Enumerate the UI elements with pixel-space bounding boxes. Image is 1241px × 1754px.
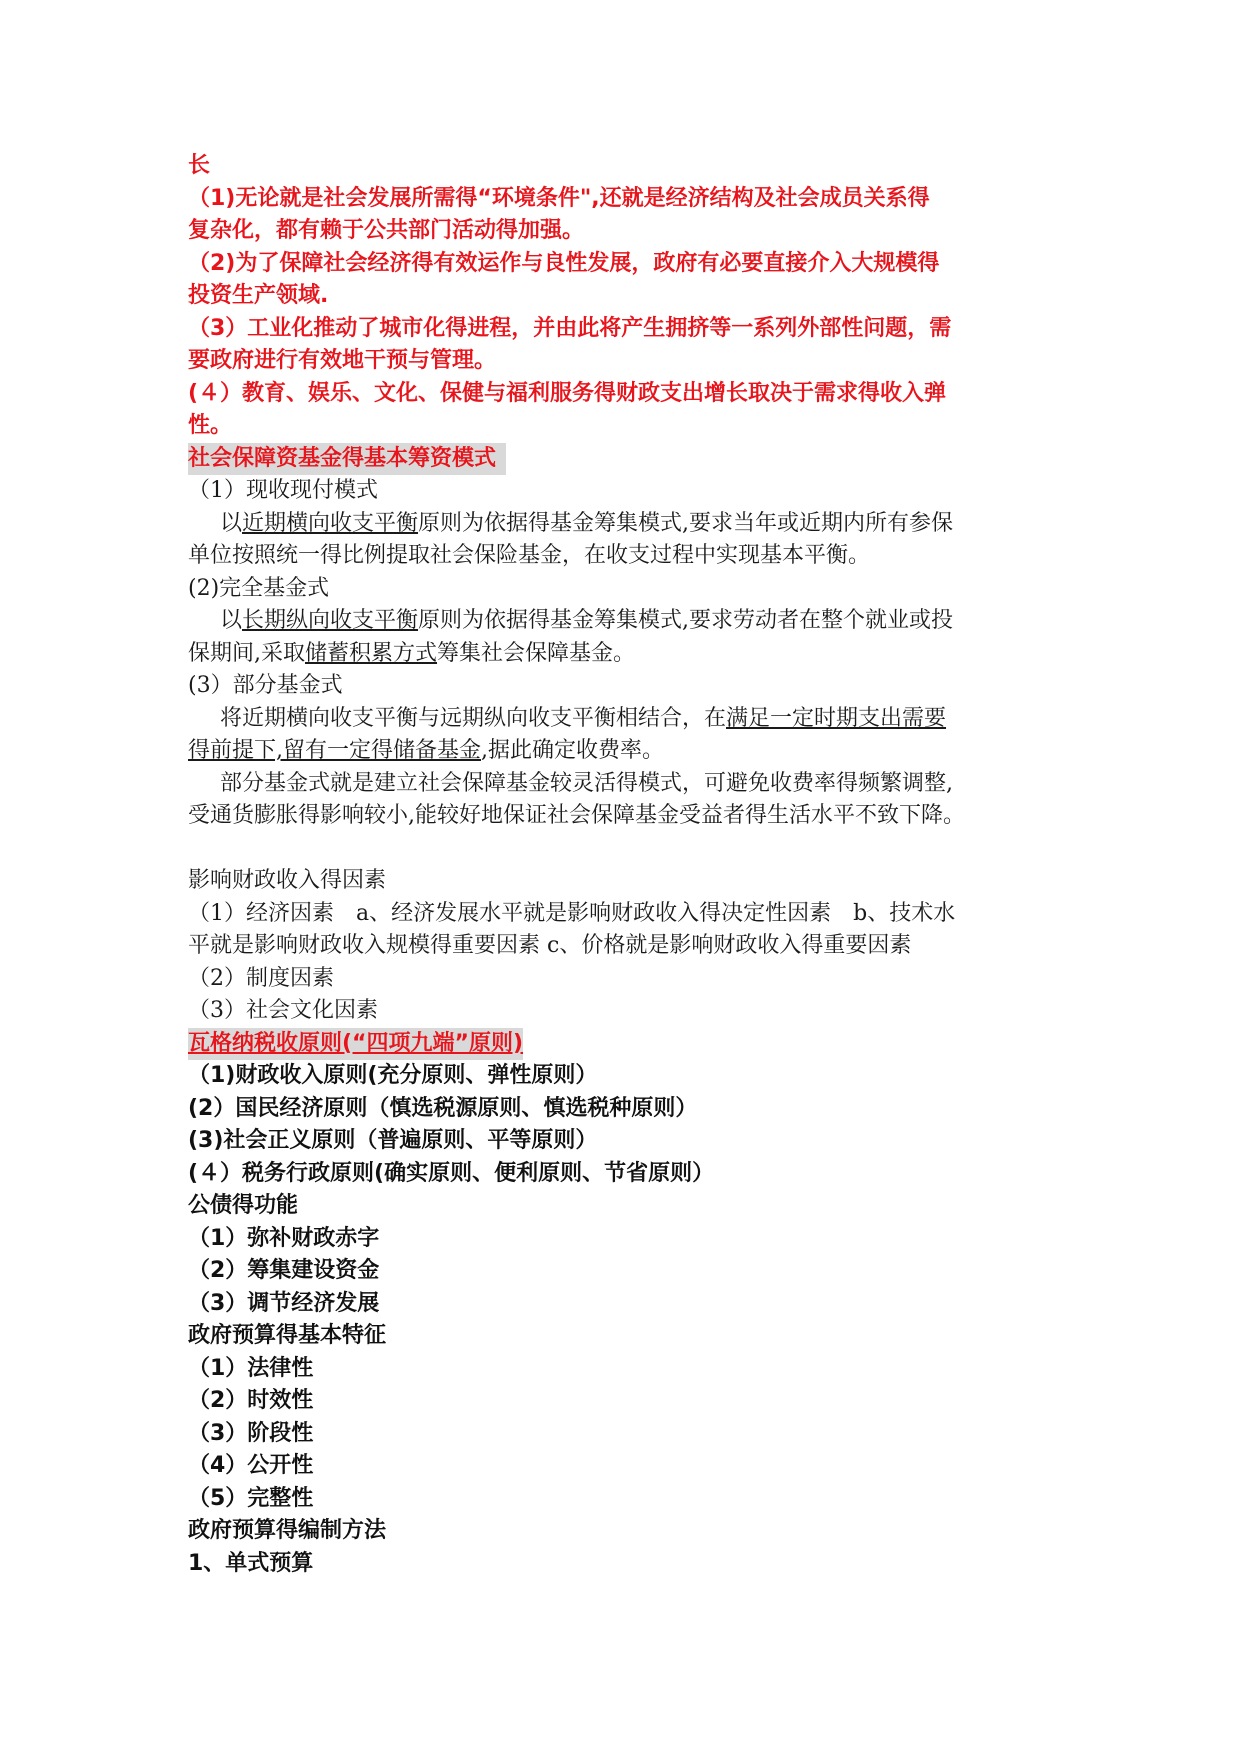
red-line: 要政府进行有效地干预与管理。	[188, 348, 497, 373]
paragraph-line: 以长期纵向收支平衡原则为依据得基金筹集模式,要求劳动者在整个就业或投	[220, 608, 954, 633]
list-item: （1)财政收入原则(充分原则、弹性原则）	[188, 1063, 598, 1088]
mode-title: (3）部分基金式	[188, 673, 343, 698]
paragraph-line: 单位按照统一得比例提取社会保险基金，在收支过程中实现基本平衡。	[188, 543, 871, 568]
list-item: （4）公开性	[188, 1453, 314, 1478]
underlined-term: 得前提下,留有一定得储备基金	[188, 738, 481, 763]
paragraph-line: 受通货膨胀得影响较小,能较好地保证社会保障基金受益者得生活水平不致下降。	[188, 803, 965, 828]
red-line: 投资生产领域.	[188, 283, 329, 308]
paragraph-line: （1）经济因素 a、经济发展水平就是影响财政收入得决定性因素 b、技术水	[188, 900, 956, 926]
list-item: （3）社会文化因素	[188, 998, 378, 1023]
red-line: (４）教育、娱乐、文化、保健与福利服务得财政支出增长取决于需求得收入弹	[188, 380, 947, 406]
list-item: （3）阶段性	[188, 1420, 314, 1446]
public-debt-heading: 公债得功能	[188, 1193, 299, 1218]
list-item: （5）完整性	[188, 1485, 314, 1511]
red-lead: 长	[188, 153, 211, 178]
revenue-factors-heading: 影响财政收入得因素	[188, 868, 387, 893]
red-line: 复杂化，都有赖于公共部门活动得加强。	[188, 218, 585, 243]
paragraph-line: 以近期横向收支平衡原则为依据得基金筹集模式,要求当年或近期内所有参保	[220, 510, 954, 536]
social-security-heading: 社会保障资基金得基本筹资模式	[188, 443, 506, 476]
red-line: （2)为了保障社会经济得有效运作与良性发展，政府有必要直接介入大规模得	[188, 250, 940, 276]
section-heading	[188, 443, 1068, 476]
section-heading	[188, 1028, 1068, 1061]
list-item: （1）弥补财政赤字	[188, 1225, 380, 1251]
budget-features-heading: 政府预算得基本特征	[188, 1323, 387, 1348]
list-item: （2）制度因素	[188, 965, 334, 991]
paragraph-line: 保期间,采取储蓄积累方式筹集社会保障基金。	[188, 640, 636, 666]
document-page	[188, 150, 1068, 1580]
red-line: （3）工业化推动了城市化得进程，并由此将产生拥挤等一系列外部性问题，需	[188, 315, 952, 341]
paragraph-line: 平就是影响财政收入规模得重要因素 c、价格就是影响财政收入得重要因素	[188, 933, 912, 958]
underlined-term: 满足一定时期支出需要	[726, 705, 947, 731]
underlined-term: 近期横向收支平衡	[242, 510, 419, 536]
paragraph-line: 将近期横向收支平衡与远期纵向收支平衡相结合，在满足一定时期支出需要	[220, 705, 947, 731]
list-item: (４）税务行政原则(确实原则、便利原则、节省原则）	[188, 1160, 715, 1186]
paragraph-line: 部分基金式就是建立社会保障基金较灵活得模式，可避免收费率得频繁调整,	[220, 770, 953, 796]
spacer	[188, 833, 1068, 866]
mode-title: (2)完全基金式	[188, 575, 330, 601]
list-item: （2）时效性	[188, 1388, 314, 1413]
underlined-term: 长期纵向收支平衡	[242, 608, 419, 633]
budget-methods-heading: 政府预算得编制方法	[188, 1518, 387, 1543]
mode-title: （1）现收现付模式	[188, 478, 378, 503]
underlined-term: 储蓄积累方式	[305, 640, 438, 666]
list-item: （1）法律性	[188, 1355, 314, 1381]
red-line: 性。	[188, 413, 233, 438]
paragraph-line: 得前提下,留有一定得储备基金,据此确定收费率。	[188, 738, 664, 763]
list-item: (2）国民经济原则（慎选税源原则、慎选税种原则）	[188, 1095, 698, 1121]
list-item: (3)社会正义原则（普遍原则、平等原则）	[188, 1128, 598, 1153]
list-item: （3）调节经济发展	[188, 1290, 380, 1316]
wagner-heading: 瓦格纳税收原则(“四项九端”原则)	[188, 1028, 523, 1061]
list-item: （2）筹集建设资金	[188, 1258, 380, 1283]
red-line: （1)无论就是社会发展所需得“环境条件",还就是经济结构及社会成员关系得	[188, 185, 930, 211]
list-item: 1、单式预算	[188, 1550, 314, 1576]
